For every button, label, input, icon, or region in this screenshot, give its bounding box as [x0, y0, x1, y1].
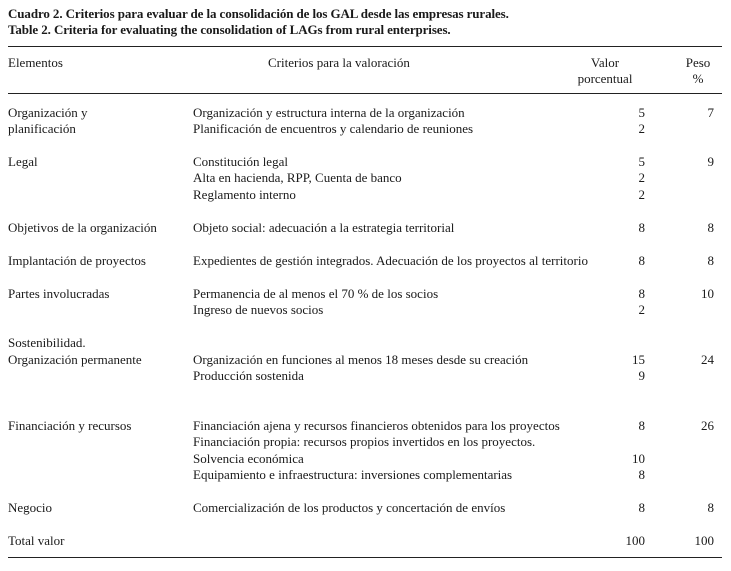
header-elementos: Elementos — [8, 55, 63, 70]
total-peso: 100 — [694, 533, 714, 548]
elemento-cell: Negocio — [8, 500, 53, 515]
criterio-cell: Equipamiento e infraestructura: inversiones complementarias — [193, 467, 513, 482]
criterio-cell: Expedientes de gestión integrados. Adecuación de los proyectos al territorio — [193, 253, 588, 268]
criterio-cell: Constitución legal — [193, 154, 288, 169]
elemento-cell: Organización permanente — [8, 352, 142, 367]
valor-cell: 5 — [638, 105, 645, 120]
valor-cell: 5 — [638, 154, 645, 169]
elemento-cell: Implantación de proyectos — [8, 253, 146, 268]
peso-cell: 26 — [701, 418, 714, 433]
peso-cell: 8 — [707, 500, 714, 515]
valor-cell: 8 — [638, 467, 645, 482]
header-criterios: Criterios para la valoración — [268, 55, 410, 70]
header-peso-line1: Peso — [685, 55, 711, 70]
header-valor-line1: Valor — [590, 55, 620, 70]
criterio-cell: Organización en funciones al menos 18 meses desde su creación — [193, 352, 529, 367]
peso-cell: 8 — [707, 253, 714, 268]
peso-cell: 7 — [707, 105, 714, 120]
criterio-cell: Solvencia económica — [193, 451, 304, 466]
criterio-cell: Planificación de encuentros y calendario de reuniones — [193, 121, 474, 136]
valor-cell: 8 — [638, 253, 645, 268]
criterio-cell: Permanencia de al menos el 70 % de los socios — [193, 286, 439, 301]
bottom-rule — [8, 557, 722, 558]
table-title-en: Table 2. Criteria for evaluating the consolidation of LAGs from rural enterprises. — [8, 22, 451, 37]
top-rule — [8, 46, 722, 47]
elemento-cell: Sostenibilidad. — [8, 335, 86, 350]
elemento-cell: Organización y — [8, 105, 88, 120]
peso-cell: 8 — [707, 220, 714, 235]
valor-cell: 8 — [638, 286, 645, 301]
criterio-cell: Ingreso de nuevos socios — [193, 302, 324, 317]
elemento-cell: Partes involucradas — [8, 286, 110, 301]
criterio-cell: Financiación ajena y recursos financieros obtenidos para los proyectos — [193, 418, 560, 433]
total-label: Total valor — [8, 533, 65, 548]
valor-cell: 9 — [638, 368, 645, 383]
header-valor-line2: porcentual — [577, 71, 633, 86]
elemento-cell: planificación — [8, 121, 76, 136]
criterio-cell: Financiación propia: recursos propios invertidos en los proyectos. — [193, 434, 536, 449]
criterio-cell: Reglamento interno — [193, 187, 296, 202]
valor-cell: 2 — [638, 187, 645, 202]
valor-cell: 2 — [638, 121, 645, 136]
valor-cell: 2 — [638, 170, 645, 185]
valor-cell: 8 — [638, 418, 645, 433]
header-rule — [8, 93, 722, 94]
elemento-cell: Financiación y recursos — [8, 418, 132, 433]
valor-cell: 2 — [638, 302, 645, 317]
valor-cell: 10 — [632, 451, 645, 466]
criterio-cell: Alta en hacienda, RPP, Cuenta de banco — [193, 170, 402, 185]
total-valor: 100 — [625, 533, 645, 548]
criterio-cell: Comercialización de los productos y concertación de envíos — [193, 500, 506, 515]
valor-cell: 8 — [638, 220, 645, 235]
peso-cell: 9 — [707, 154, 714, 169]
peso-cell: 10 — [701, 286, 714, 301]
valor-cell: 8 — [638, 500, 645, 515]
header-peso-line2: % — [692, 71, 704, 86]
elemento-cell: Objetivos de la organización — [8, 220, 157, 235]
elemento-cell: Legal — [8, 154, 38, 169]
valor-cell: 15 — [632, 352, 645, 367]
table-title-es: Cuadro 2. Criterios para evaluar de la consolidación de los GAL desde las empresas rurales. — [8, 6, 509, 21]
criterio-cell: Producción sostenida — [193, 368, 304, 383]
criterio-cell: Objeto social: adecuación a la estrategia territorial — [193, 220, 455, 235]
peso-cell: 24 — [701, 352, 714, 367]
criterio-cell: Organización y estructura interna de la organización — [193, 105, 465, 120]
